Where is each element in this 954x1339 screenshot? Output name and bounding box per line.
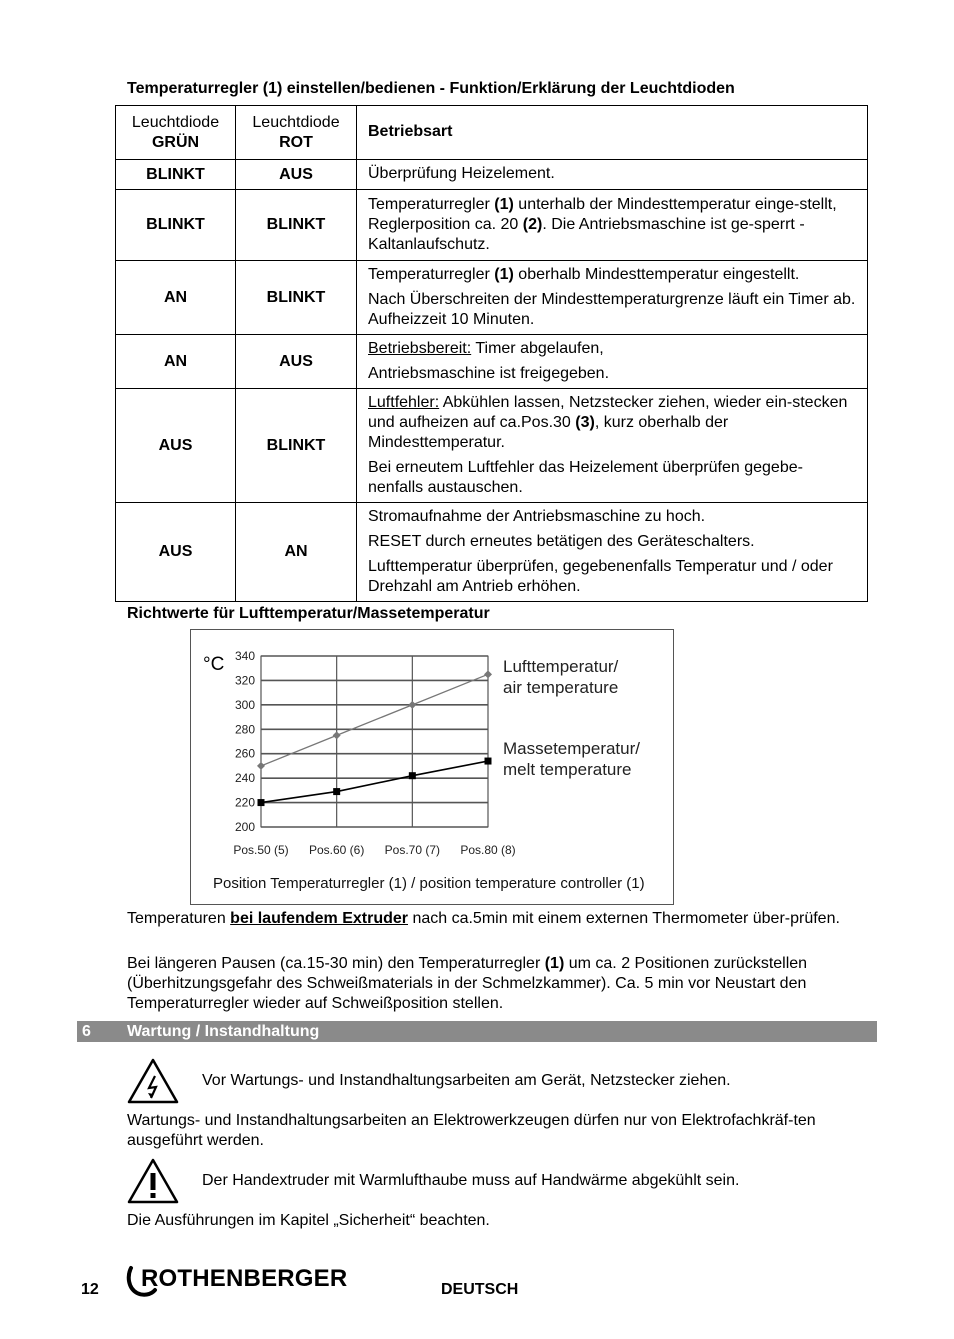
header-mode: Betriebsart bbox=[357, 106, 868, 160]
section-title: Wartung / Instandhaltung bbox=[127, 1023, 320, 1040]
header-red bbox=[236, 106, 357, 160]
cell-text: Überprüfung Heizelement. bbox=[368, 165, 555, 182]
table-row bbox=[116, 160, 868, 190]
page-number: 12 bbox=[81, 1281, 99, 1298]
y-tick-label: 240 bbox=[234, 771, 255, 786]
warning-unplug-text: Vor Wartungs- und Instandhaltungsarbeiten am Gerät, Netzstecker ziehen. bbox=[202, 1072, 731, 1089]
y-tick-label: 340 bbox=[234, 649, 255, 663]
warning-cool-text: Der Handextruder mit Warmlufthaube muss auf Handwärme abgekühlt sein. bbox=[202, 1172, 740, 1189]
paragraph-safety-chapter: Die Ausführungen im Kapitel „Sicherheit“ beachten. bbox=[127, 1212, 490, 1229]
cell-text: Temperaturregler (1) oberhalb Mindesttemperatur eingestellt. bbox=[368, 265, 800, 283]
cell-green: BLINKT bbox=[116, 160, 236, 190]
cell-green: BLINKT bbox=[116, 190, 236, 261]
cell-mode bbox=[357, 190, 868, 261]
x-tick-label: Pos.60 (6) bbox=[308, 843, 365, 857]
cell-mode bbox=[357, 389, 868, 503]
cell-text: Stromaufnahme der Antriebsmaschine zu hoch. bbox=[368, 507, 706, 525]
y-tick-label: 220 bbox=[234, 795, 255, 810]
cell-green: AUS bbox=[116, 503, 236, 602]
melt-temperature-point bbox=[333, 788, 340, 795]
cell-red: BLINKT bbox=[236, 190, 357, 261]
chart-title: Richtwerte für Lufttemperatur/Massetemperatur bbox=[127, 605, 490, 622]
cell-text: Betriebsbereit: Timer abgelaufen, bbox=[368, 339, 604, 357]
logo-wordmark: ROTHENBERGER bbox=[141, 1265, 348, 1292]
cell-red: AUS bbox=[236, 160, 357, 190]
y-tick-label: 320 bbox=[234, 673, 255, 688]
header-red-bottom: ROT bbox=[279, 133, 313, 151]
section-header-maintenance bbox=[77, 1021, 877, 1042]
cell-text: Lufttemperatur überprüfen, gegebenenfalls Temperatur und / oder Drehzahl am Antrieb erhöhen. bbox=[368, 557, 833, 595]
paragraph-running-extruder: Temperaturen bei laufendem Extruder nach ca.5min mit einem externen Thermometer über-prüfen. bbox=[127, 910, 840, 927]
chart-svg bbox=[191, 630, 673, 904]
section-number: 6 bbox=[82, 1023, 91, 1040]
cell-text: RESET durch erneutes betätigen des Geräteschalters. bbox=[368, 532, 755, 550]
cell-mode bbox=[357, 335, 868, 389]
x-tick-label: Pos.70 (7) bbox=[384, 843, 441, 857]
y-tick-label: 260 bbox=[234, 746, 255, 761]
cell-mode bbox=[357, 261, 868, 335]
y-axis-unit: °C bbox=[203, 654, 225, 675]
exclamation-warning-icon bbox=[127, 1158, 179, 1204]
legend-melt-line2: melt temperature bbox=[503, 760, 632, 779]
cell-text: Antriebsmaschine ist freigegeben. bbox=[368, 364, 610, 382]
cell-green: AN bbox=[116, 261, 236, 335]
x-tick-label: Pos.80 (8) bbox=[460, 843, 516, 857]
header-green bbox=[116, 106, 236, 160]
table-row bbox=[116, 335, 868, 389]
table-row bbox=[116, 261, 868, 335]
cell-red: AUS bbox=[236, 335, 357, 389]
cell-red: BLINKT bbox=[236, 389, 357, 503]
header-red-top: Leuchtdiode bbox=[252, 113, 340, 131]
plot-area bbox=[261, 656, 488, 827]
led-table bbox=[115, 105, 868, 602]
y-tick-label: 200 bbox=[234, 820, 255, 834]
melt-temperature-point bbox=[485, 758, 492, 765]
melt-temperature-point bbox=[409, 772, 416, 779]
rothenberger-logo bbox=[125, 1262, 365, 1298]
header-green-bottom: GRÜN bbox=[151, 133, 200, 151]
cell-green: AN bbox=[116, 335, 236, 389]
y-tick-label: 300 bbox=[234, 697, 255, 712]
cell-text: Temperaturregler (1) unterhalb der Mindesttemperatur einge-stellt, Reglerposition ca. 20 (2). Die Antriebsmaschine ist ge-sperrt - Kaltanlaufschutz. bbox=[368, 195, 837, 253]
table-row bbox=[116, 503, 868, 602]
cell-green: AUS bbox=[116, 389, 236, 503]
paragraph-pauses: Bei längeren Pausen (ca.15-30 min) den Temperaturregler (1) um ca. 2 Positionen zurückstellen (Überhitzungsgefahr des Schweißmaterials in der Schmelzkammer). Ca. 5 min vor Neustart den Temperaturregler wieder auf Schweißposition stellen. bbox=[127, 955, 808, 1012]
cell-red: AN bbox=[236, 503, 357, 602]
cell-text: Luftfehler: Abkühlen lassen, Netzstecker ziehen, wieder ein-stecken und aufheizen auf ca.Pos.30 (3), kurz oberhalb der Mindesttemperatur. bbox=[368, 393, 848, 451]
temperature-chart bbox=[190, 629, 674, 905]
legend-melt-line1: Massetemperatur/ bbox=[503, 739, 640, 758]
paragraph-electricians: Wartungs- und Instandhaltungsarbeiten an Elektrowerkzeugen dürfen nur von Elektrofachkräf-ten ausgeführt werden. bbox=[127, 1112, 816, 1149]
legend-air-line2: air temperature bbox=[503, 678, 619, 697]
melt-temperature-point bbox=[258, 799, 265, 806]
electric-hazard-icon bbox=[127, 1058, 179, 1104]
section-heading: Temperaturregler (1) einstellen/bedienen - Funktion/Erklärung der Leuchtdioden bbox=[127, 80, 735, 97]
x-tick-label: Pos.50 (5) bbox=[233, 843, 289, 857]
footer-language: DEUTSCH bbox=[441, 1281, 519, 1298]
table-row bbox=[116, 389, 868, 503]
cell-mode bbox=[357, 160, 868, 190]
table-header-row bbox=[116, 106, 868, 160]
cell-text: Nach Überschreiten der Mindesttemperaturgrenze läuft ein Timer ab. Aufheizzeit 10 Minuten. bbox=[368, 290, 856, 328]
x-axis-title: Position Temperaturregler (1) / position temperature controller (1) bbox=[213, 875, 645, 892]
cell-red: BLINKT bbox=[236, 261, 357, 335]
legend-air-line1: Lufttemperatur/ bbox=[503, 657, 619, 676]
cell-text: Bei erneutem Luftfehler das Heizelement überprüfen gegebe-nenfalls austauschen. bbox=[368, 458, 803, 496]
header-green-top: Leuchtdiode bbox=[131, 113, 220, 131]
y-tick-label: 280 bbox=[234, 722, 255, 737]
cell-mode bbox=[357, 503, 868, 602]
table-row bbox=[116, 190, 868, 261]
